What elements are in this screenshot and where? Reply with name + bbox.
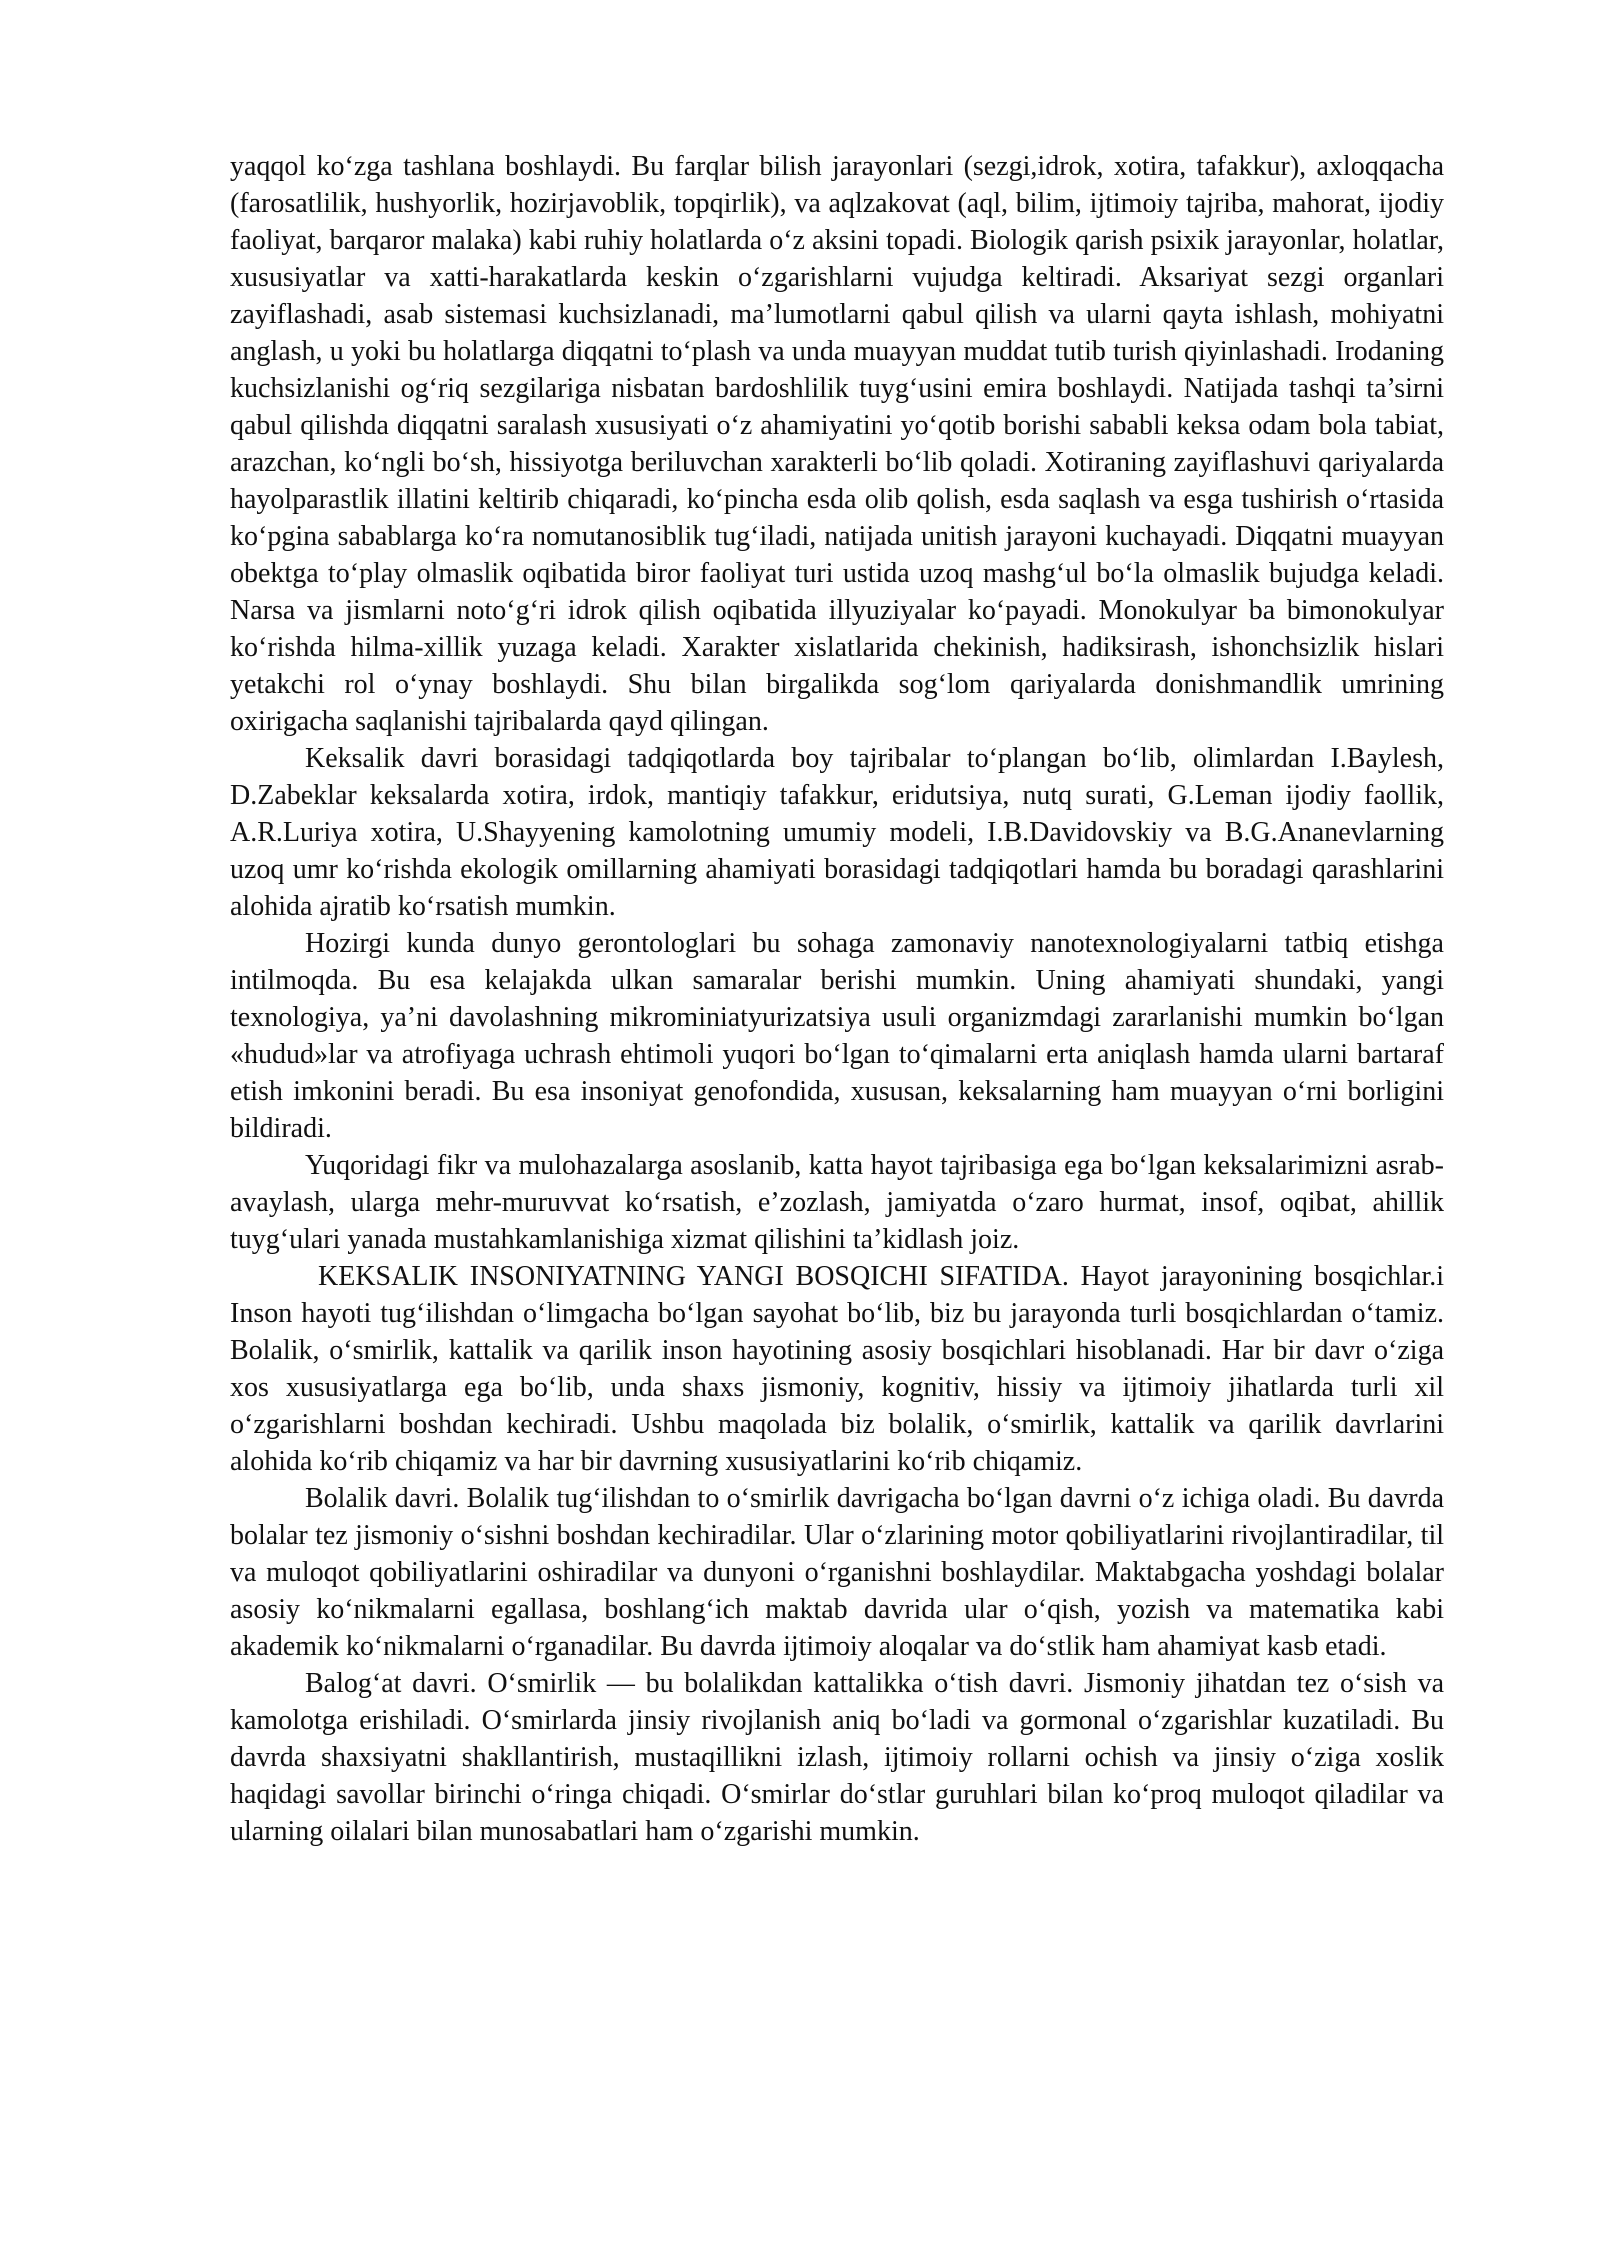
document-page xyxy=(230,148,1444,1850)
paragraph-nanotechnology: Hozirgi kunda dunyo gerontologlari bu sohaga zamonaviy nanotexnologiyalarni tatbiq etishga intilmoqda. Bu esa kelajakda ulkan samaralar berishi mumkin. Uning ahamiyati shundaki, yangi texnologiya, ya’ni davolashning mikrominiatyurizatsiya usuli organizmdagi zararlanishi mumkin bo‘lgan «hudud»lar va atrofiyaga uchrash ehtimoli yuqori bo‘lgan to‘qimalarni erta aniqlash hamda ularni bartaraf etish imkonini beradi. Bu esa insoniyat genofondida, xususan, keksalarning ham muayyan o‘rni borligini bildiradi. xyxy=(230,928,1444,1144)
paragraph-childhood: Bolalik davri. Bolalik tug‘ilishdan to o‘smirlik davrigacha bo‘lgan davrni o‘z ichiga oladi. Bu davrda bolalar tez jismoniy o‘sishni boshdan kechiradilar. Ular o‘zlarining motor qobiliyatlarini rivojlantiradilar, til va muloqot qobiliyatlarini oshiradilar va dunyoni o‘rganishni boshlaydilar. Maktabgacha yoshdagi bolalar asosiy ko‘nikmalarni egallasa, boshlang‘ich maktab davrida ular o‘qish, yozish va matematika kabi akademik ko‘nikmalarni o‘rganadilar. Bu davrda ijtimoiy aloqalar va do‘stlik ham ahamiyat kasb etadi. xyxy=(230,1483,1444,1662)
paragraph-research: Keksalik davri borasidagi tadqiqotlarda boy tajribalar to‘plangan bo‘lib, olimlardan I.Baylesh, D.Zabeklar keksalarda xotira, irdok, mantiqiy tafakkur, eridutsiya, nutq surati, G.Leman ijodiy faollik, A.R.Luriya xotira, U.Shayyening kamolotning umumiy modeli, I.B.Davidovskiy va B.G.Ananevlarning uzoq umr ko‘rishda ekologik omillarning ahamiyati borasidagi tadqiqotlari hamda bu boradagi qarashlarini alohida ajratib ko‘rsatish mumkin. xyxy=(230,743,1444,922)
paragraph-adolescence: Balog‘at davri. O‘smirlik — bu bolalikdan kattalikka o‘tish davri. Jismoniy jihatdan tez o‘sish va kamolotga erishiladi. O‘smirlarda jinsiy rivojlanish aniq bo‘ladi va gormonal o‘zgarishlar kuzatiladi. Bu davrda shaxsiyatni shakllantirish, mustaqillikni izlash, ijtimoiy rollarni ochish va jinsiy o‘ziga xoslik haqidagi savollar birinchi o‘ringa chiqadi. O‘smirlar do‘stlar guruhlari bilan ko‘proq muloqot qiladilar va ularning oilalari bilan munosabatlari ham o‘zgarishi mumkin. xyxy=(230,1668,1444,1847)
paragraph-conclusion: Yuqoridagi fikr va mulohazalarga asoslanib, katta hayot tajribasiga ega bo‘lgan keksalarimizni asrab-avaylash, ularga mehr-muruvvat ko‘rsatish, e’zozlash, jamiyatda o‘zaro hurmat, insof, oqibat, ahillik tuyg‘ulari yanada mustahkamlanishiga xizmat qilishini ta’kidlash joiz. xyxy=(230,1150,1444,1255)
paragraph-continuation: yaqqol ko‘zga tashlana boshlaydi. Bu farqlar bilish jarayonlari (sezgi,idrok, xotira, tafakkur), axloqqacha (farosatlilik, hushyorlik, hozirjavoblik, topqirlik), va aqlzakovat (aql, bilim, ijtimoiy tajriba, mahorat, ijodiy faoliyat, barqaror malaka) kabi ruhiy holatlarda o‘z aksini topadi. Biologik qarish psixik jarayonlar, holatlar, xususiyatlar va xatti-harakatlarda keskin o‘zgarishlarni vujudga keltiradi. Aksariyat sezgi organlari zayiflashadi, asab sistemasi kuchsizlanadi, ma’lumotlarni qabul qilish va ularni qayta ishlash, mohiyatni anglash, u yoki bu holatlarga diqqatni to‘plash va unda muayyan muddat tutib turish qiyinlashadi. Irodaning kuchsizlanishi og‘riq sezgilariga nisbatan bardoshlilik tuyg‘usini emira boshlaydi. Natijada tashqi ta’sirni qabul qilishda diqqatni saralash xususiyati o‘z ahamiyatini yo‘qotib borishi sababli keksa odam bola tabiat, arazchan, ko‘ngli bo‘sh, hissiyotga beriluvchan xarakterli bo‘lib qoladi. Xotiraning zayiflashuvi qariyalarda hayolparastlik illatini keltirib chiqaradi, ko‘pincha esda olib qolish, esda saqlash va esga tushirish o‘rtasida ko‘pgina sabablarga ko‘ra nomutanosiblik tug‘iladi, natijada unitish jarayoni kuchayadi. Diqqatni muayyan obektga to‘play olmaslik oqibatida biror faoliyat turi ustida uzoq mashg‘ul bo‘la olmaslik bujudga keladi. Narsa va jismlarni noto‘g‘ri idrok qilish oqibatida illyuziyalar ko‘payadi. Monokulyar ba bimonokulyar ko‘rishda hilma-xillik yuzaga keladi. Xarakter xislatlarida chekinish, hadiksirash, ishonchsizlik hislari yetakchi rol o‘ynay boshlaydi. Shu bilan birgalikda sog‘lom qariyalarda donishmandlik umrining oxirigacha saqlanishi tajribalarda qayd qilingan. xyxy=(230,151,1444,737)
paragraph-life-stages: KEKSALIK INSONIYATNING YANGI BOSQICHI SIFATIDA. Hayot jarayonining bosqichlar.i Inson hayoti tug‘ilishdan o‘limgacha bo‘lgan sayohat bo‘lib, biz bu jarayonda turli bosqichlardan o‘tamiz. Bolalik, o‘smirlik, kattalik va qarilik inson hayotining asosiy bosqichlari hisoblanadi. Har bir davr o‘ziga xos xususiyatlarga ega bo‘lib, unda shaxs jismoniy, kognitiv, hissiy va ijtimoiy jihatlarda turli xil o‘zgarishlarni boshdan kechiradi. Ushbu maqolada biz bolalik, o‘smirlik, kattalik va qarilik davrlarini alohida ko‘rib chiqamiz va har bir davrning xususiyatlarini ko‘rib chiqamiz. xyxy=(230,1261,1444,1477)
